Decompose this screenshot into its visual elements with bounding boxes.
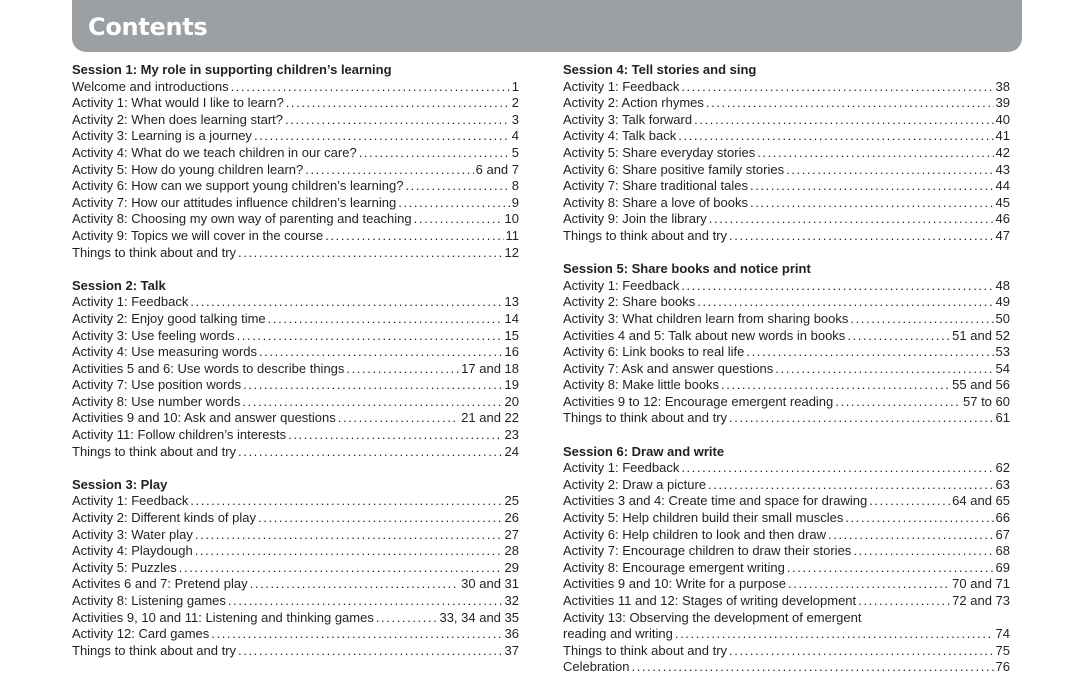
dot-leader — [288, 427, 502, 444]
toc-entry[interactable] — [72, 79, 519, 96]
toc-entry[interactable] — [563, 95, 1010, 112]
entry-label: Activity 3: Use feeling words — [72, 327, 235, 343]
entry-page-number: 45 — [995, 194, 1010, 210]
toc-entry[interactable] — [72, 162, 519, 179]
toc-entry[interactable] — [72, 361, 519, 378]
entry-page-number: 23 — [504, 427, 519, 443]
toc-entry[interactable] — [72, 576, 519, 593]
entry-label: Activity 6: How can we support young children’s learning? — [72, 178, 404, 194]
entry-label: Activity 1: Feedback — [72, 493, 189, 509]
dot-leader — [231, 79, 510, 96]
entry-page-number: 61 — [995, 410, 1010, 426]
entry-page-number: 46 — [995, 211, 1010, 227]
entry-page-number: 20 — [504, 393, 519, 409]
dot-leader — [775, 361, 993, 378]
entry-label: Activity 7: Encourage children to draw their stories — [563, 543, 852, 559]
toc-entry[interactable] — [563, 211, 1010, 228]
toc-entry[interactable] — [72, 178, 519, 195]
entry-page-number: 36 — [504, 626, 519, 642]
entry-page-number: 57 to 60 — [963, 393, 1010, 409]
dot-leader — [190, 294, 502, 311]
entry-label: Activity 2: When does learning start? — [72, 111, 283, 127]
toc-entry[interactable] — [563, 527, 1010, 544]
entry-label: Activity 1: Feedback — [563, 78, 680, 94]
dot-leader — [405, 178, 509, 195]
toc-entry[interactable] — [563, 278, 1010, 295]
entry-label: Things to think about and try — [72, 244, 237, 260]
dot-leader — [258, 510, 503, 527]
dot-leader — [788, 576, 950, 593]
toc-entry[interactable] — [72, 311, 519, 328]
entry-page-number: 76 — [995, 659, 1010, 675]
toc-entry[interactable] — [563, 510, 1010, 527]
dot-leader — [869, 493, 950, 510]
entry-page-number: 10 — [504, 211, 519, 227]
dot-leader — [729, 228, 993, 245]
toc-entry[interactable] — [563, 394, 1010, 411]
dot-leader — [828, 527, 994, 544]
entry-label: Things to think about and try — [72, 642, 237, 658]
toc-right-column — [563, 62, 1010, 676]
entry-page-number: 53 — [995, 344, 1010, 360]
dot-leader — [305, 162, 473, 179]
entry-label: Activity 5: Share everyday stories — [563, 144, 756, 160]
toc-entry[interactable] — [72, 510, 519, 527]
entry-page-number: 43 — [995, 161, 1010, 177]
entry-label: Activity 6: Help children to look and then draw — [563, 526, 827, 542]
toc-entry[interactable] — [563, 178, 1010, 195]
entry-page-number: 17 and 18 — [461, 360, 519, 376]
dot-leader — [786, 162, 993, 179]
contents-header-bar — [72, 0, 1022, 52]
toc-entry[interactable] — [72, 527, 519, 544]
toc-session — [72, 62, 519, 261]
toc-entry[interactable] — [563, 576, 1010, 593]
entry-label: Things to think about and try — [563, 642, 728, 658]
entry-label: Welcome and introductions — [72, 78, 229, 94]
dot-leader — [853, 543, 993, 560]
entry-label: Celebration — [563, 659, 630, 675]
toc-entry[interactable] — [563, 128, 1010, 145]
dot-leader — [709, 211, 994, 228]
toc-entry[interactable] — [72, 410, 519, 427]
dot-leader — [228, 593, 503, 610]
dot-leader — [750, 195, 994, 212]
dot-leader — [708, 477, 993, 494]
entry-label: Things to think about and try — [563, 410, 728, 426]
entry-label: Things to think about and try — [72, 443, 237, 459]
entry-page-number: 32 — [504, 593, 519, 608]
entry-label: Activity 4: What do we teach children in our care? — [72, 144, 357, 160]
entry-label: Things to think about and try — [563, 227, 728, 243]
toc-session — [563, 444, 1010, 676]
entry-page-number: 25 — [504, 493, 519, 509]
dot-leader — [729, 410, 993, 427]
session-title: Session 4: Tell stories and sing — [563, 62, 757, 77]
entry-page-number: 54 — [995, 360, 1010, 376]
entry-label: Activity 8: Share a love of books — [563, 194, 748, 210]
toc-entry[interactable] — [563, 643, 1010, 660]
toc-entry[interactable] — [563, 626, 1010, 643]
entry-page-number: 8 — [511, 178, 519, 194]
entry-page-number: 1 — [511, 78, 519, 94]
entry-label: Activity 1: Feedback — [72, 294, 189, 310]
entry-label: Activity 5: Help children build their small muscles — [563, 510, 844, 526]
dot-leader — [675, 626, 994, 643]
entry-label: Activities 9 and 10: Write for a purpose — [563, 576, 787, 592]
toc-entry[interactable] — [72, 294, 519, 311]
entry-label: Activity 8: Listening games — [72, 593, 226, 608]
entry-label: Activity 3: What children learn from sharing books — [563, 310, 849, 326]
dot-leader — [706, 95, 994, 112]
page-title: Contents — [88, 13, 208, 41]
session-title: Session 5: Share books and notice print — [563, 261, 811, 277]
dot-leader — [243, 377, 502, 394]
entry-label: Activity 1: Feedback — [563, 277, 680, 293]
entry-page-number: 62 — [995, 460, 1010, 476]
entry-page-number: 16 — [504, 344, 519, 360]
entry-label: Activity 6: Share positive family stories — [563, 161, 785, 177]
entry-page-number: 5 — [511, 144, 519, 160]
entry-page-number: 67 — [995, 526, 1010, 542]
entry-label: Activity 3: Learning is a journey — [72, 128, 252, 144]
entry-label: Activity 8: Use number words — [72, 393, 241, 409]
entry-page-number: 42 — [995, 144, 1010, 160]
dot-leader — [678, 128, 993, 145]
toc-entry[interactable] — [72, 211, 519, 228]
session-title: Session 3: Play — [72, 476, 168, 492]
toc-entry[interactable] — [72, 593, 519, 610]
dot-leader — [845, 510, 993, 527]
entry-page-number: 70 and 71 — [952, 576, 1010, 592]
dot-leader — [268, 311, 503, 328]
dot-leader — [681, 460, 993, 477]
toc-entry[interactable] — [563, 593, 1010, 610]
dot-leader — [850, 311, 993, 328]
entry-label: Activity 9: Topics we will cover in the course — [72, 227, 324, 243]
toc-entry[interactable] — [72, 195, 519, 212]
entry-page-number: 39 — [995, 95, 1010, 111]
entry-label: Activity 4: Talk back — [563, 128, 677, 144]
toc-entry[interactable] — [563, 328, 1010, 345]
entry-page-number: 9 — [511, 194, 519, 210]
entry-label: Activity 2: Draw a picture — [563, 476, 707, 492]
entry-label: Activities 11 and 12: Stages of writing development — [563, 593, 857, 608]
dot-leader — [338, 410, 459, 427]
toc-entry[interactable] — [72, 344, 519, 361]
toc-entry[interactable] — [72, 444, 519, 461]
toc-entry[interactable] — [563, 294, 1010, 311]
entry-label: Activity 5: How do young children learn? — [72, 161, 304, 177]
entry-label: Activity 9: Join the library — [563, 211, 707, 227]
entry-page-number: 40 — [995, 111, 1010, 127]
toc-entry[interactable] — [72, 145, 519, 162]
toc-entry[interactable] — [563, 493, 1010, 510]
entry-page-number: 4 — [511, 128, 519, 144]
entry-page-number: 28 — [504, 543, 519, 559]
dot-leader — [721, 377, 950, 394]
dot-leader — [398, 195, 510, 212]
entry-page-number: 24 — [504, 443, 519, 459]
entry-page-number: 26 — [504, 510, 519, 526]
entry-label: Activity 7: Ask and answer questions — [563, 360, 774, 376]
entry-page-number: 30 and 31 — [461, 576, 519, 592]
dot-leader — [858, 593, 950, 610]
entry-page-number: 47 — [995, 227, 1010, 243]
entry-page-number: 33, 34 and 35 — [439, 609, 519, 625]
entry-label: Activity 2: Different kinds of play — [72, 510, 257, 526]
dot-leader — [250, 576, 460, 593]
entry-page-number: 64 and 65 — [952, 493, 1010, 509]
entry-page-number: 74 — [995, 626, 1010, 642]
toc-entry[interactable] — [563, 112, 1010, 129]
dot-leader — [376, 610, 438, 627]
toc-entry[interactable] — [563, 477, 1010, 494]
dot-leader — [190, 493, 502, 510]
toc-entry[interactable] — [563, 79, 1010, 96]
toc-session — [72, 278, 519, 461]
entry-page-number: 2 — [511, 95, 519, 111]
dot-leader — [681, 278, 993, 295]
toc-entry[interactable] — [72, 228, 519, 245]
entry-page-number: 51 and 52 — [952, 327, 1010, 343]
entry-label: Activity 8: Encourage emergent writing — [563, 559, 785, 575]
entry-page-number: 41 — [995, 128, 1010, 144]
entry-label: Activity 7: How our attitudes influence children’s learning — [72, 194, 397, 210]
dot-leader — [238, 643, 502, 660]
entry-page-number: 21 and 22 — [461, 410, 519, 426]
dot-leader — [285, 112, 510, 129]
toc-entry[interactable] — [72, 128, 519, 145]
entry-page-number: 13 — [504, 294, 519, 310]
toc-entry[interactable] — [563, 361, 1010, 378]
entry-label: Activities 3 and 4: Create time and space for drawing — [563, 493, 868, 509]
entry-label: Activity 8: Choosing my own way of parenting and teaching — [72, 211, 412, 227]
toc-entry[interactable] — [563, 377, 1010, 394]
session-title: Session 2: Talk — [72, 277, 166, 293]
toc-entry[interactable] — [72, 394, 519, 411]
entry-page-number: 68 — [995, 543, 1010, 559]
toc-entry[interactable] — [563, 195, 1010, 212]
dot-leader — [195, 527, 503, 544]
dot-leader — [259, 344, 503, 361]
entry-page-number: 49 — [995, 294, 1010, 310]
dot-leader — [681, 79, 993, 96]
entry-label: Activity 1: Feedback — [563, 460, 680, 476]
entry-page-number: 12 — [504, 244, 519, 260]
toc-entry[interactable] — [563, 610, 1010, 627]
dot-leader — [238, 444, 502, 461]
toc-entry[interactable] — [563, 543, 1010, 560]
toc-session — [563, 261, 1010, 427]
toc-entry[interactable] — [563, 162, 1010, 179]
entry-page-number: 55 and 56 — [952, 377, 1010, 393]
dot-leader — [787, 560, 994, 577]
entry-page-number: 48 — [995, 277, 1010, 293]
entry-label: Activity 7: Share traditional tales — [563, 178, 748, 194]
entry-label: Activities 9, 10 and 11: Listening and thinking games — [72, 609, 374, 625]
dot-leader — [359, 145, 510, 162]
entry-page-number: 14 — [504, 310, 519, 326]
toc-entry[interactable] — [72, 112, 519, 129]
dot-leader — [414, 211, 503, 228]
toc-entry[interactable] — [72, 626, 519, 643]
entry-page-number: 38 — [995, 78, 1010, 94]
toc-entry[interactable] — [72, 493, 519, 510]
toc-entry[interactable] — [72, 328, 519, 345]
toc-entry[interactable] — [563, 659, 1010, 676]
entry-page-number: 11 — [505, 227, 519, 243]
toc-entry[interactable] — [72, 95, 519, 112]
entry-page-number: 19 — [504, 377, 519, 393]
toc-session — [72, 477, 519, 660]
entry-page-number: 15 — [504, 327, 519, 343]
dot-leader — [195, 543, 503, 560]
entry-page-number: 37 — [504, 642, 519, 658]
toc-entry[interactable] — [72, 643, 519, 660]
dot-leader — [242, 394, 502, 411]
entry-label: Activities 4 and 5: Talk about new words in books — [563, 327, 846, 343]
entry-label: Activity 4: Use measuring words — [72, 344, 257, 360]
toc-entry[interactable] — [72, 377, 519, 394]
dot-leader — [346, 361, 459, 378]
dot-leader — [729, 643, 993, 660]
entry-page-number: 66 — [995, 510, 1010, 526]
toc-entry[interactable] — [72, 427, 519, 444]
toc-entry[interactable] — [563, 145, 1010, 162]
toc-entry[interactable] — [563, 560, 1010, 577]
entry-page-number: 75 — [995, 642, 1010, 658]
toc-entry[interactable] — [72, 543, 519, 560]
dot-leader — [238, 245, 502, 262]
toc-entry[interactable] — [563, 228, 1010, 245]
dot-leader — [179, 560, 503, 577]
toc-session — [563, 62, 1010, 245]
entry-page-number: 72 and 73 — [952, 593, 1010, 608]
toc-entry[interactable] — [72, 245, 519, 262]
dot-leader — [697, 294, 993, 311]
entry-label: Activity 2: Enjoy good talking time — [72, 310, 266, 326]
entry-label: Activity 3: Water play — [72, 526, 193, 542]
entry-page-number: 50 — [995, 310, 1010, 326]
toc-entry[interactable] — [72, 560, 519, 577]
entry-label: Activity 7: Use position words — [72, 377, 242, 393]
entry-label: Activity 5: Puzzles — [72, 559, 177, 575]
dot-leader — [254, 128, 510, 145]
entry-page-number: 3 — [511, 111, 519, 127]
toc-entry[interactable] — [563, 460, 1010, 477]
entry-label: Activity 11: Follow children’s interests — [72, 427, 287, 443]
toc-entry[interactable] — [72, 610, 519, 627]
entry-page-number: 63 — [995, 476, 1010, 492]
dot-leader — [211, 626, 502, 643]
entry-page-number: 29 — [504, 559, 519, 575]
toc-entry[interactable] — [563, 311, 1010, 328]
entry-label: Activity 8: Make little books — [563, 377, 720, 393]
dot-leader — [750, 178, 994, 195]
dot-leader — [746, 344, 993, 361]
entry-label: Activity 1: What would I like to learn? — [72, 95, 284, 111]
session-title: Session 1: My role in supporting children’s learning — [72, 62, 392, 77]
dot-leader — [325, 228, 503, 245]
dot-leader — [632, 659, 994, 676]
entry-page-number: 69 — [995, 559, 1010, 575]
entry-label: Activities 9 to 12: Encourage emergent reading — [563, 393, 834, 409]
entry-page-number: 27 — [504, 526, 519, 542]
entry-label: reading and writing — [563, 626, 673, 642]
entry-label: Activity 3: Talk forward — [563, 111, 693, 127]
toc-entry[interactable] — [563, 344, 1010, 361]
entry-label: Activites 6 and 7: Pretend play — [72, 576, 248, 592]
entry-label: Activity 2: Share books — [563, 294, 696, 310]
entry-label: Activity 13: Observing the development of emergent — [563, 609, 862, 625]
dot-leader — [757, 145, 993, 162]
entry-label: Activities 5 and 6: Use words to describe things — [72, 360, 345, 376]
entry-label: Activity 6: Link books to real life — [563, 344, 745, 360]
entry-label: Activity 2: Action rhymes — [563, 95, 704, 111]
dot-leader — [694, 112, 993, 129]
session-title: Session 6: Draw and write — [563, 443, 725, 459]
dot-leader — [847, 328, 950, 345]
entry-label: Activities 9 and 10: Ask and answer questions — [72, 410, 336, 426]
toc-left-column — [72, 62, 519, 659]
entry-page-number: 6 and 7 — [475, 161, 519, 177]
entry-label: Activity 12: Card games — [72, 626, 210, 642]
entry-label: Activity 4: Playdough — [72, 543, 193, 559]
dot-leader — [835, 394, 961, 411]
entry-page-number: 44 — [995, 178, 1010, 194]
dot-leader — [237, 328, 503, 345]
toc-entry[interactable] — [563, 410, 1010, 427]
dot-leader — [286, 95, 510, 112]
